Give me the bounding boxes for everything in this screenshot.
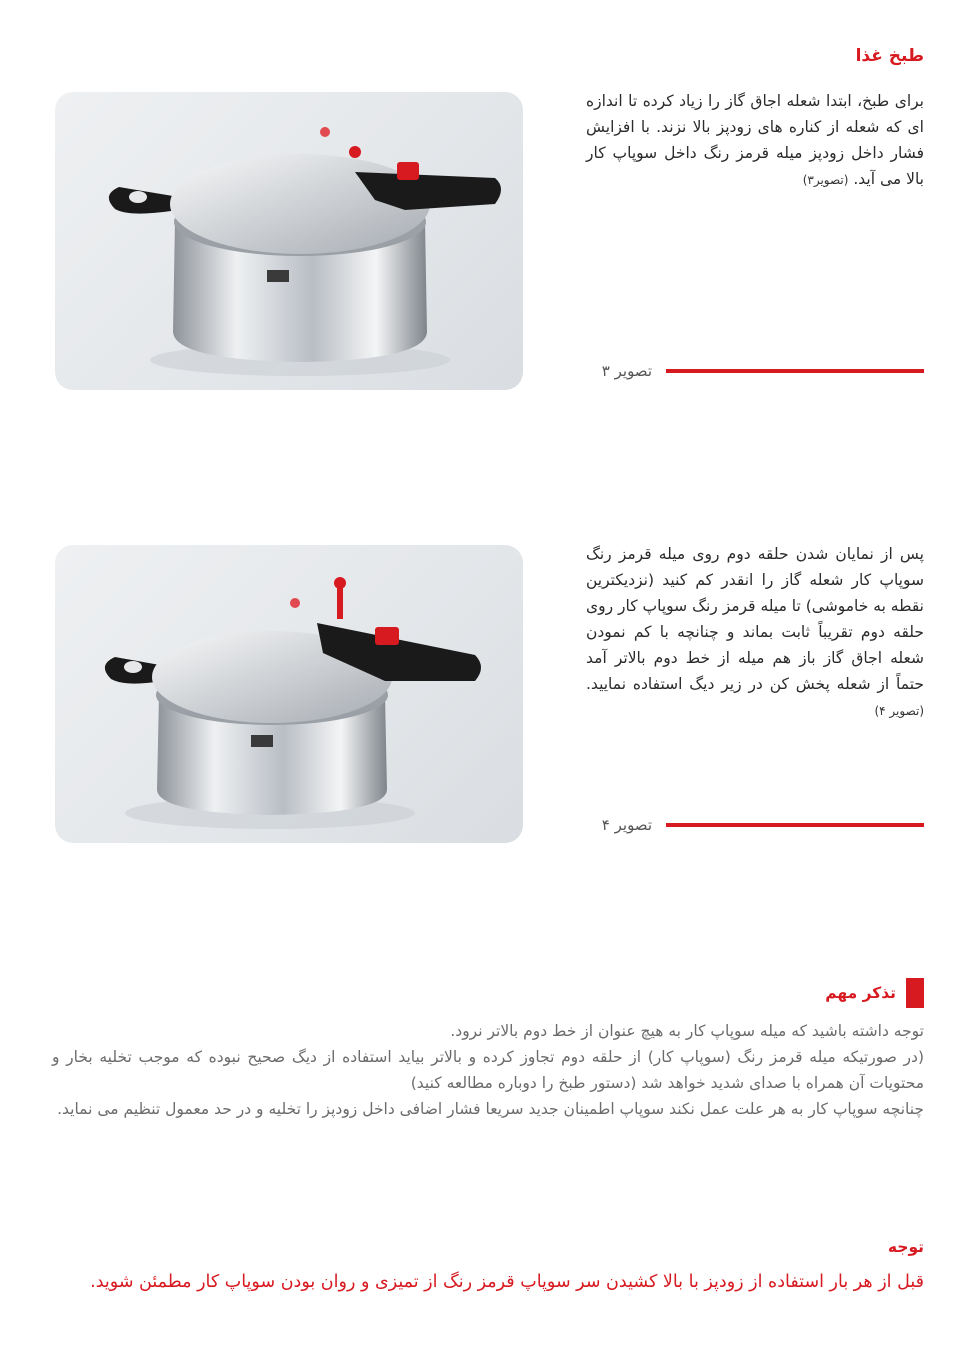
pressure-indicator-rod bbox=[337, 585, 343, 619]
notice-paragraph: توجه داشته باشید که میله سوپاپ کار به هیچ عنوان از خط دوم بالاتر نرود. bbox=[450, 1022, 924, 1040]
figure-4-pressure-cooker-photo bbox=[55, 545, 523, 843]
safety-valve bbox=[290, 598, 300, 608]
notice-paragraph: چنانچه سوپاپ کار به هر علت عمل نکند سوپاپ اطمینان جدید سریعا فشار اضافی داخل زودپز را تخلیه و در حد معمول تنظیم می نماید. bbox=[57, 1100, 924, 1118]
pressure-cooker-illustration bbox=[55, 92, 523, 390]
brand-plate bbox=[251, 735, 273, 747]
notice-body bbox=[52, 1018, 924, 1122]
lock-button bbox=[397, 162, 419, 180]
section-title-cooking: طبخ غذا bbox=[855, 46, 924, 66]
notice-title: تذکر مهم bbox=[825, 984, 896, 1002]
notice-paragraph: (در صورتیکه میله قرمز رنگ (سوپاپ کار) از حلقه دوم تجاوز کرده و بالاتر بیاید استفاده از دیگ صحیح نبوده که موجب تخلیه بخار و محتویات آن همراه با صدای شدید خواهد شد (دستور طبخ را دوباره مطالعه کنید) bbox=[52, 1048, 924, 1092]
warning-title: توجه bbox=[887, 1238, 924, 1256]
brand-plate bbox=[267, 270, 289, 282]
caption-figure-3 bbox=[602, 362, 924, 380]
pressure-cooker-illustration bbox=[55, 545, 523, 843]
cooking-paragraph bbox=[586, 88, 924, 193]
caption-line bbox=[666, 823, 924, 827]
safety-valve bbox=[320, 127, 330, 137]
caption-line bbox=[666, 369, 924, 373]
cooking-text: برای طبخ، ابتدا شعله اجاق گاز را زیاد کرده تا اندازه ای که شعله از کناره های زودپز بالا نزند. با افزایش فشار داخل زودپز میله قرمز رنگ داخل سوپاپ کار بالا می آید. bbox=[586, 92, 924, 188]
cooking-figure-ref: (تصویر۳) bbox=[802, 173, 849, 187]
figure-3-pressure-cooker-photo bbox=[55, 92, 523, 390]
simmer-paragraph bbox=[586, 541, 924, 724]
notice-header bbox=[825, 978, 924, 1008]
warning-text: قبل از هر بار استفاده از زودپز با بالا کشیدن سر سوپاپ قرمز رنگ از تمیزی و روان بودن سوپاپ کار مطمئن شوید. bbox=[90, 1272, 924, 1292]
caption-label: تصویر ۴ bbox=[601, 816, 652, 834]
lock-button bbox=[375, 627, 399, 645]
pressure-valve bbox=[349, 146, 361, 158]
pressure-valve bbox=[334, 577, 346, 589]
notice-marker bbox=[906, 978, 924, 1008]
caption-label: تصویر ۳ bbox=[601, 362, 652, 380]
simmer-figure-ref: (تصویر ۴) bbox=[874, 704, 924, 718]
simmer-text: پس از نمایان شدن حلقه دوم روی میله قرمز رنگ سوپاپ کار شعله گاز را انقدر کم کنید (نزدیکترین نقطه به خاموشی) تا میله قرمز رنگ سوپاپ کار روی حلقه دوم تقریباً ثابت بماند و چنانچه با کم نمودن شعله اجاق گاز باز هم میله از خط دوم بالاتر آمد حتماً از شعله پخش کن در زیر دیگ استفاده نمایید. bbox=[586, 545, 924, 693]
caption-figure-4 bbox=[602, 816, 924, 834]
